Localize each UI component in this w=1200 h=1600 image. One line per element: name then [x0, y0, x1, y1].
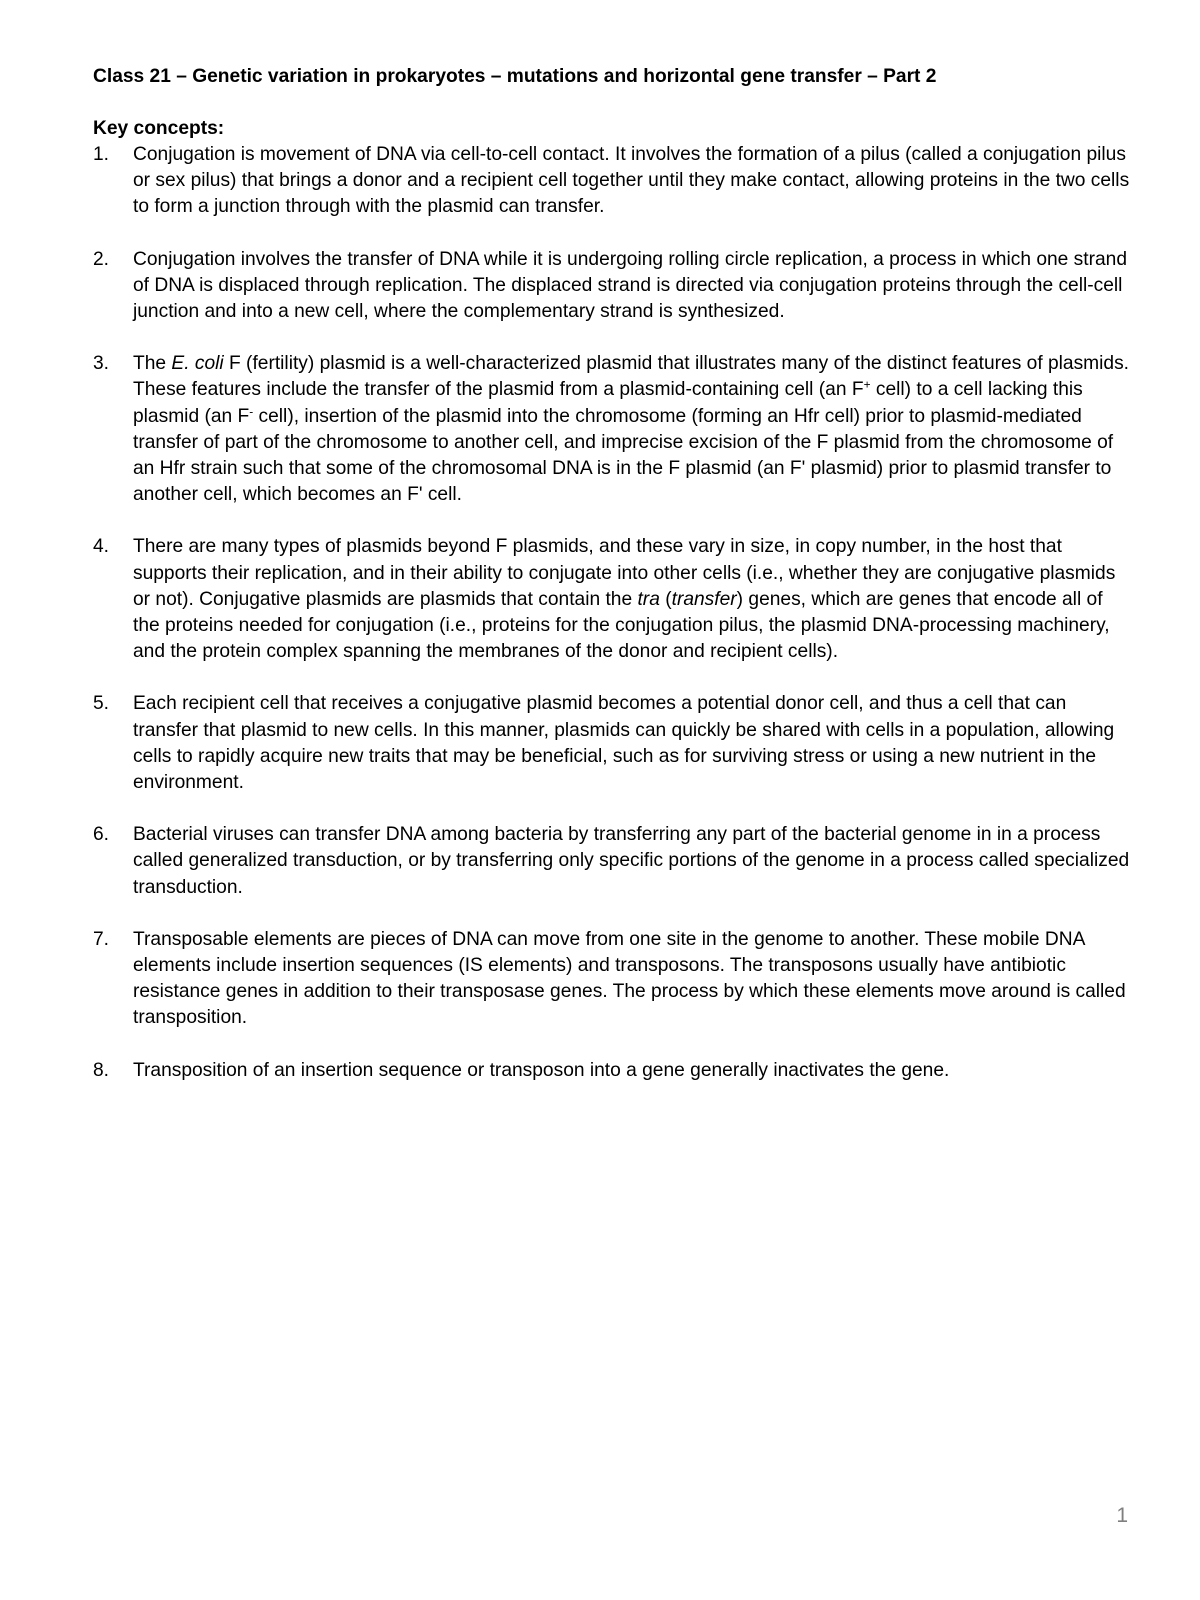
list-item-number: 4.: [93, 536, 110, 558]
text-segment: There are many types of plasmids beyond F plasmids, and these vary in size, in copy number, in the host that supports their replication, and in their ability to conjugate into other cells (i.e., whether they are conjugative plasmids or not). Conjugative plasmids are plasmids that contain the: [133, 536, 1116, 610]
list-item: [93, 927, 1133, 1032]
list-item-text: [133, 536, 1115, 662]
superscript-segment: +: [863, 377, 871, 392]
text-segment: The: [133, 353, 172, 375]
document-page: [93, 64, 1133, 1110]
text-segment: F (fertility) plasmid is a well-characterized plasmid that illustrates many of the distinct features of plasmids. These features include the transfer of the plasmid from a plasmid-containing cell (an F: [133, 353, 1130, 401]
list-item: [93, 142, 1133, 221]
list-item-number: 8.: [93, 1059, 110, 1081]
list-item: [93, 534, 1133, 665]
list-item-number: 3.: [93, 353, 110, 375]
list-item-text: Conjugation is movement of DNA via cell-to-cell contact. It involves the formation of a pilus (called a conjugation pilus or sex pilus) that brings a donor and a recipient cell together until they make contact, allowing proteins in the two cells to form a junction through with the plasmid can transfer.: [133, 144, 1130, 218]
key-concepts-heading: Key concepts:: [93, 118, 225, 139]
list-item-text: Bacterial viruses can transfer DNA among bacteria by transferring any part of the bacterial genome in in a process called generalized transduction, or by transferring only specific portions of the genome in a process called specialized transduction.: [133, 824, 1130, 898]
list-item-text: Transposition of an insertion sequence or transposon into a gene generally inactivates the gene.: [133, 1059, 950, 1081]
list-item-text: Each recipient cell that receives a conjugative plasmid becomes a potential donor cell, and thus a cell that can transfer that plasmid to new cells. In this manner, plasmids can quickly be shared with cells in a population, allowing cells to rapidly acquire new traits that may be beneficial, such as for surviving stress or using a new nutrient in the environment.: [133, 693, 1115, 794]
text-segment: cell), insertion of the plasmid into the chromosome (forming an Hfr cell) prior to plasmid-mediated transfer of part of the chromosome to another cell, and imprecise excision of the F plasmid from the chromosome of an Hfr strain such that some of the chromosomal DNA is in the F plasmid (an F' plasmid) prior to plasmid transfer to another cell, which becomes an F' cell.: [133, 405, 1114, 506]
superscript-segment: -: [249, 404, 254, 419]
list-item: [93, 1058, 1133, 1084]
list-item: [93, 691, 1133, 796]
text-segment: cell) to a cell lacking this plasmid (an F: [133, 379, 1083, 427]
document-title: Class 21 – Genetic variation in prokaryotes – mutations and horizontal gene transfer – Part 2: [93, 66, 937, 87]
list-item-number: 2.: [93, 248, 110, 270]
italic-segment: transfer: [671, 588, 737, 610]
text-segment: ) genes, which are genes that encode all of the proteins needed for conjugation (i.e., proteins for the conjugation pilus, the plasmid DNA-processing machinery, and the protein complex spanning the membranes of the donor and recipient cells).: [133, 588, 1110, 663]
key-concepts-list: [93, 142, 1133, 1084]
list-item-text: Conjugation involves the transfer of DNA while it is undergoing rolling circle replication, a process in which one strand of DNA is displaced through replication. The displaced strand is directed via conjugation proteins through the cell-cell junction and into a new cell, where the complementary strand is synthesized.: [133, 248, 1128, 323]
italic-segment: E. coli: [171, 353, 224, 375]
list-item-number: 7.: [93, 928, 110, 950]
list-item: [93, 351, 1133, 508]
list-item-number: 5.: [93, 693, 110, 715]
text-segment: (: [659, 588, 672, 610]
list-item-text: [133, 353, 1129, 505]
list-item-number: 6.: [93, 824, 110, 846]
list-item-number: 1.: [93, 144, 110, 165]
list-item: [93, 822, 1133, 901]
list-item: [93, 247, 1133, 326]
page-number: 1: [1116, 1504, 1128, 1527]
list-item-text: Transposable elements are pieces of DNA can move from one site in the genome to another. These mobile DNA elements include insertion sequences (IS elements) and transposons. The transposons usually have antibiotic resistance genes in addition to their transposase genes. The process by which these elements move around is called transposition.: [133, 928, 1126, 1029]
italic-segment: tra: [637, 588, 660, 610]
